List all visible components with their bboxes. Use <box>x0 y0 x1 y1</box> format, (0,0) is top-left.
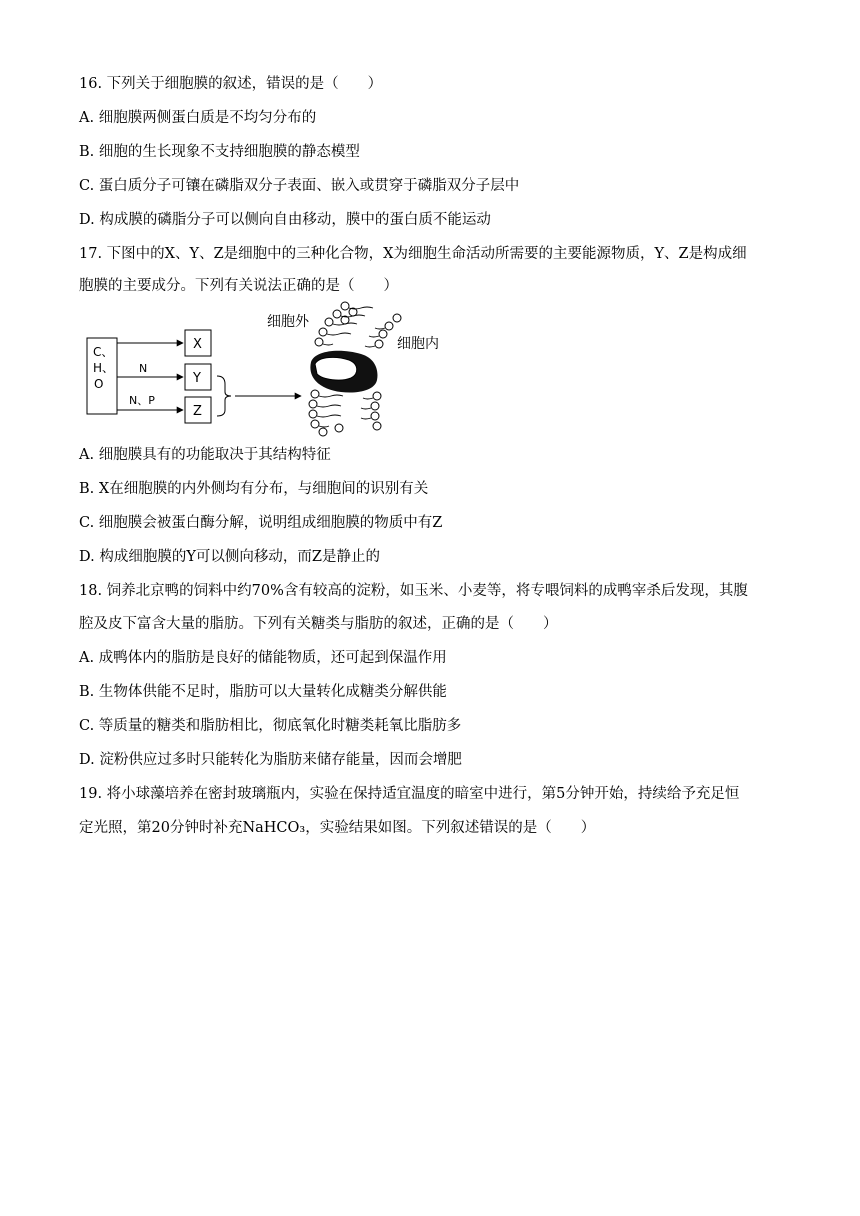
brace-yz <box>217 376 231 416</box>
elements-label-1: C、 <box>93 345 114 359</box>
elements-label-3: O <box>94 377 104 391</box>
elements-label-2: H、 <box>93 361 115 375</box>
q17-stem-line1: 17. 下图中的X、Y、Z是细胞中的三种化合物，X为细胞生命活动所需要的主要能源物质，Y、Z是构成细 <box>79 246 747 262</box>
outside-label: 细胞外 <box>267 314 309 330</box>
box-y-label: Y <box>193 371 201 386</box>
q18-option-b: B. 生物体供能不足时，脂肪可以大量转化成糖类分解供能 <box>79 684 447 700</box>
q17-option-d: D. 构成细胞膜的Y可以侧向移动，而Z是静止的 <box>79 549 380 565</box>
q18-stem-line2: 腔及皮下富含大量的脂肪。下列有关糖类与脂肪的叙述，正确的是（ ） <box>79 616 558 632</box>
q16-option-c: C. 蛋白质分子可镶在磷脂双分子表面、嵌入或贯穿于磷脂双分子层中 <box>79 178 520 194</box>
arrow-label-np: N、P <box>129 394 155 407</box>
box-z-label: Z <box>193 404 202 419</box>
q17-stem-line2: 胞膜的主要成分。下列有关说法正确的是（ ） <box>79 278 398 294</box>
q17-option-b: B. X在细胞膜的内外侧均有分布，与细胞间的识别有关 <box>79 481 429 497</box>
membrane-protein-inner <box>315 357 357 380</box>
box-x-label: X <box>193 337 202 352</box>
q17-option-c: C. 细胞膜会被蛋白酶分解，说明组成细胞膜的物质中有Z <box>79 515 443 531</box>
inside-label: 细胞内 <box>397 336 439 352</box>
arrow-label-n: N <box>139 362 148 375</box>
q18-option-c: C. 等质量的糖类和脂肪相比，彻底氧化时糖类耗氧比脂肪多 <box>79 718 462 734</box>
q19-stem-line2: 定光照，第20分钟时补充NaHCO₃，实验结果如图。下列叙述错误的是（ ） <box>79 820 596 836</box>
q17-membrane-figure <box>79 298 479 440</box>
q18-option-a: A. 成鸭体内的脂肪是良好的储能物质，还可起到保温作用 <box>79 650 447 666</box>
q17-option-a: A. 细胞膜具有的功能取决于其结构特征 <box>79 447 331 463</box>
q16-option-b: B. 细胞的生长现象不支持细胞膜的静态模型 <box>79 144 360 160</box>
q18-stem-line1: 18. 饲养北京鸭的饲料中约70%含有较高的淀粉，如玉米、小麦等，将专喂饲料的成鸭宰杀后发现，其腹 <box>79 583 748 599</box>
q16-option-a: A. 细胞膜两侧蛋白质是不均匀分布的 <box>79 110 317 126</box>
q18-option-d: D. 淀粉供应过多时只能转化为脂肪来储存能量，因而会增肥 <box>79 752 462 768</box>
q16-stem: 16. 下列关于细胞膜的叙述，错误的是（ ） <box>79 76 383 92</box>
q16-option-d: D. 构成膜的磷脂分子可以侧向自由移动，膜中的蛋白质不能运动 <box>79 212 491 228</box>
q19-stem-line1: 19. 将小球藻培养在密封玻璃瓶内，实验在保持适宜温度的暗室中进行，第5分钟开始，持续给予充足恒 <box>79 786 740 802</box>
